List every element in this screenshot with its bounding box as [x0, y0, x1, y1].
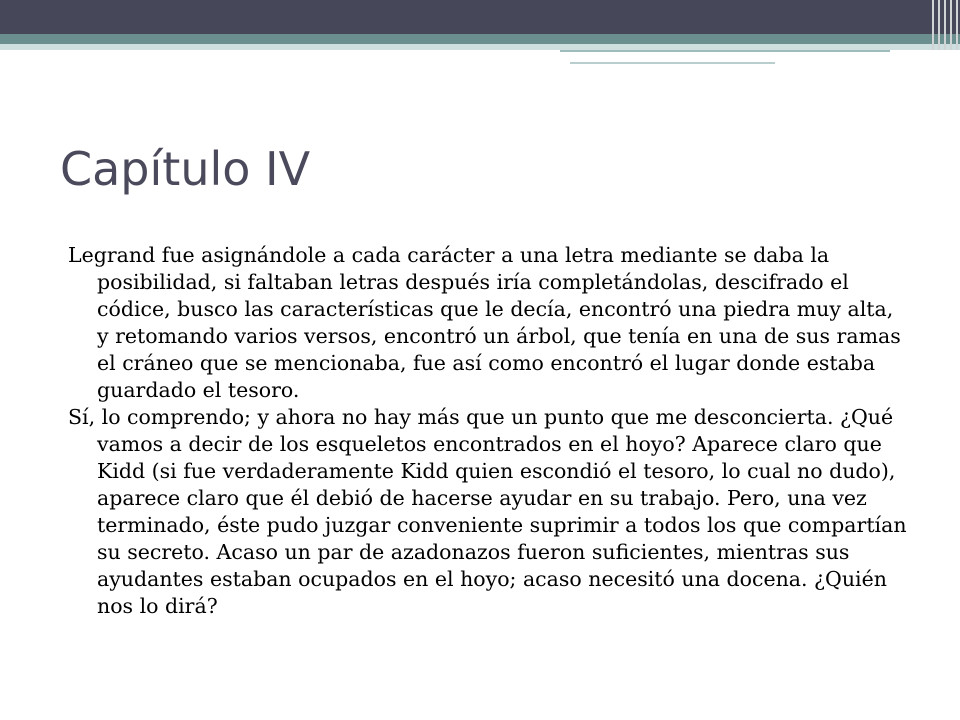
slide-title: Capítulo IV	[60, 142, 311, 196]
paragraph-summary: Legrand fue asignándole a cada carácter a una letra mediante se daba la posibilidad, si faltaban letras después iría completándolas, descifrado el códice, busco las características que le decía, encontró una piedra muy alta, y retomando varios versos, encontró un árbol, que tenía en una de sus ramas el cráneo que se mencionaba, fue así como encontró el lugar donde estaba guardado el tesoro.	[68, 243, 901, 402]
decorative-rule	[560, 50, 890, 52]
paragraph-quote: Sí, lo comprendo; y ahora no hay más que un punto que me desconcierta. ¿Qué vamos a decir de los esqueletos encontrados en el hoyo? Aparece claro que Kidd (si fue verdaderamente Kidd quien escondió el tesoro, lo cual no dudo), aparece claro que él debió de hacerse ayudar en su trabajo. Pero, una vez terminado, éste pudo juzgar conveniente suprimir a todos los que compartían su secreto. Acaso un par de azadonazos fueron suficientes, mientras sus ayudantes estaban ocupados en el hoyo; acaso necesitó una docena. ¿Quién nos lo dirá?	[68, 405, 907, 618]
slide-body	[68, 242, 908, 620]
decorative-stripes	[930, 0, 960, 50]
header-bar	[0, 0, 960, 34]
accent-band	[0, 34, 960, 44]
decorative-rule	[570, 62, 775, 64]
